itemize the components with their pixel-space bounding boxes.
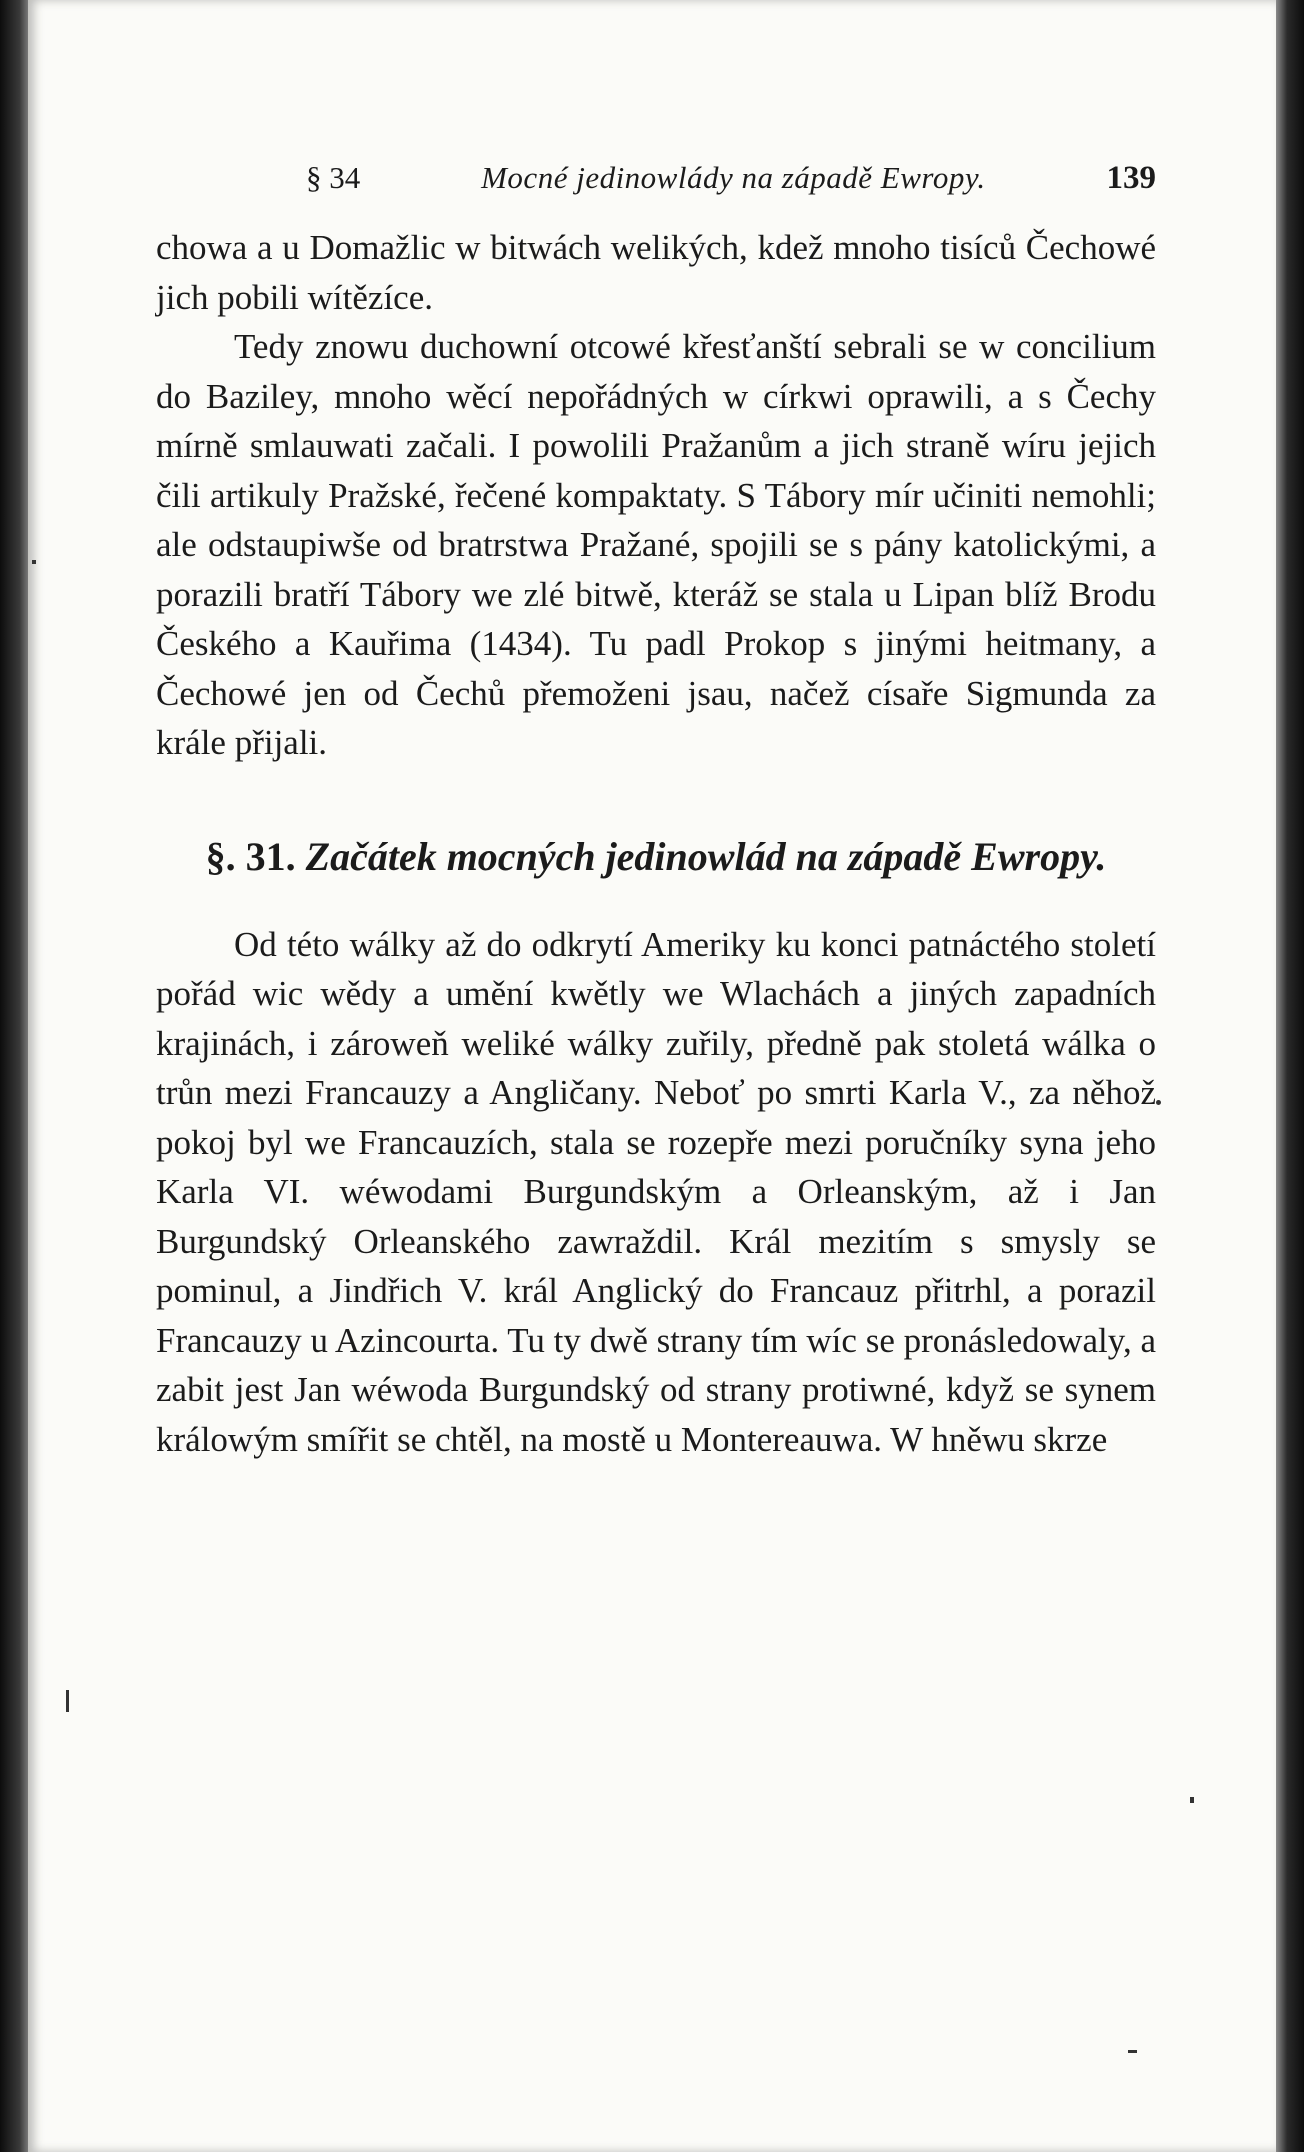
paragraph: Tedy znowu duchowní otcowé křesťanští sebrali se w concilium do Baziley, mnoho wěcí nepořádných w církwi oprawili, a s Čechy mírně smlauwati začali. I powolili Pražanům a jich straně wíru jejich čili artikuly Pražské, řečené kompaktaty. S Tábory mír učiniti nemohli; ale odstaupiwše od bratrstwa Pražané, spojili se s pány katolickými, a porazili bratří Tábory we zlé bitwě, kteráž se stala u Lipan blíž Brodu Českého a Kauřima (1434). Tu padl Prokop s jinými heitmany, a Čechowé jen od Čechů přemoženi jsau, načež císaře Sigmunda za krále přijali.	[156, 327, 1156, 762]
paragraph: Od této wálky až do odkrytí Ameriky ku konci patnáctého století pořád wic wědy a umění kwětly we Wlachách a jiných zapadních krajinách, i zároweň weliké wálky zuřily, předně pak stoletá wálka o trůn mezi Francauzy a Angličany. Neboť po smrti Karla V., za něhož pokoj byl we Francauzích, stala se rozepře mezi poručníky syna jeho Karla VI. wéwodami Burgundským a Orleanským, až i Jan Burgundský Orleanského zawraždil. Král mezitím s smysly se pominul, a Jindřich V. král Anglický do Francauz přitrhl, a porazil Francauzy u Azincourta. Tu ty dwě strany tím wíc se pronásledowaly, a zabit jest Jan wéwoda Burgundský od strany protiwné, když se synem králowým smířit se chtěl, na mostě u Montereauwa. W hněwu skrze	[156, 924, 1156, 1459]
paragraph-continued: chowa a u Domažlic w bitwách welikých, kdež mnoho tisíců Čechowé jich pobili wítězíce.	[156, 228, 1156, 317]
speck-mark	[66, 1690, 69, 1712]
book-page	[28, 0, 1276, 2152]
page-number: 139	[1106, 160, 1156, 196]
section-heading	[156, 832, 1156, 882]
section-title: Začátek mocných jedinowlád na západě Ewropy.	[305, 833, 1107, 879]
running-head	[306, 160, 1156, 197]
running-head-title: Mocné jedinowlády na západě Ewropy.	[481, 160, 986, 195]
scan-right-edge	[1276, 0, 1304, 2152]
speck-mark	[1190, 1797, 1194, 1803]
speck-mark	[1128, 2050, 1137, 2053]
section-number: §. 31.	[205, 833, 296, 879]
speck-mark	[1156, 1100, 1161, 1105]
body-text	[156, 223, 1156, 1464]
speck-mark	[32, 560, 36, 564]
running-head-section: § 34	[306, 160, 361, 195]
scan-left-edge	[0, 0, 28, 2152]
page-content	[156, 160, 1156, 1464]
